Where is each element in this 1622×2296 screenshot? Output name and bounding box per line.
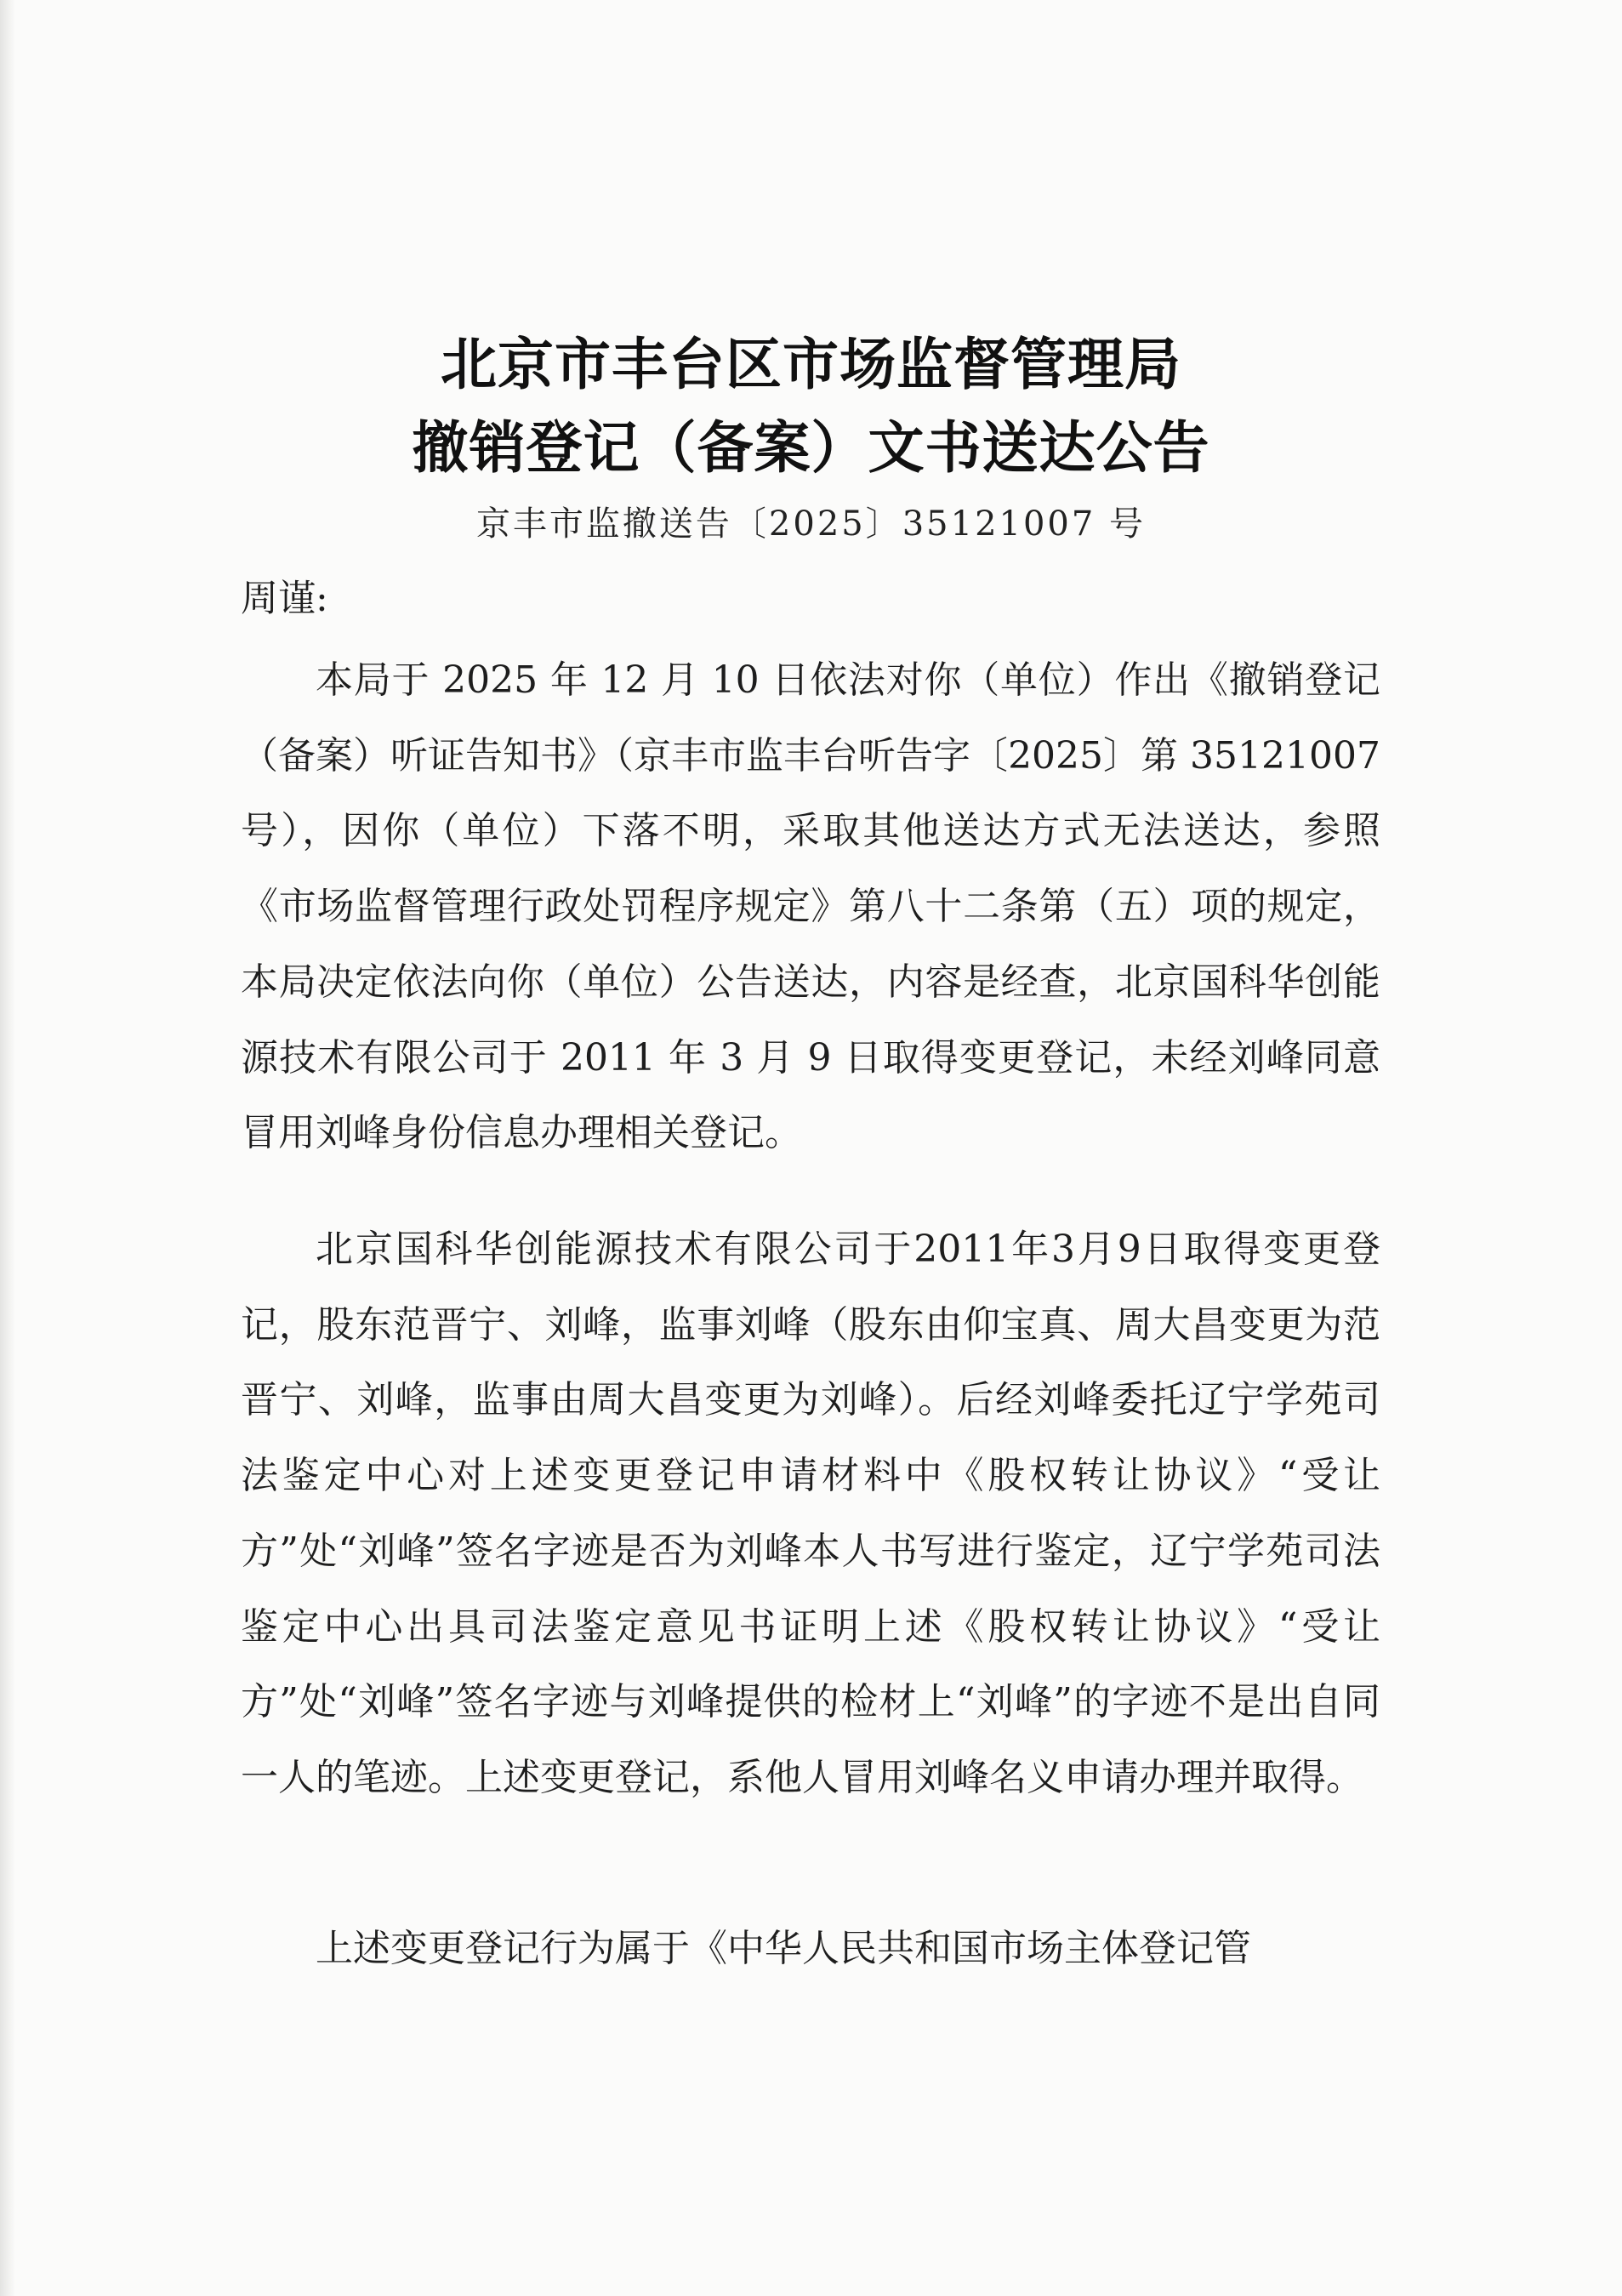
- document-title-line1: 北京市丰台区市场监督管理局: [441, 331, 1181, 397]
- document-title-line2: 撤销登记（备案）文书送达公告: [412, 414, 1210, 481]
- paragraph-3: 上述变更登记行为属于《中华人民共和国市场主体登记管: [316, 1927, 1251, 1970]
- document-number: 京丰市监撤送告〔2025〕35121007 号: [475, 504, 1147, 544]
- salutation: 周谨:: [241, 577, 328, 620]
- paragraph-1: 本局于 2025 年 12 月 10 日依法对你（单位）作出《撤销登记（备案）听证告知书》（京丰市监丰台听告字〔2025〕第 35121007 号），因你（单位）下落不明，采取其他送达方式无法送达，参照《市场监督管理行政处罚程序规定》第八十二条第（五）项的规定，本局决定依法向你（单位）公告送达，内容是经查，北京国科华创能源技术有限公司于 2011 年 3 月 9 日取得变更登记，未经刘峰同意冒用刘峰身份信息办理相关登记。: [241, 658, 1380, 1155]
- paragraph-2: 北京国科华创能源技术有限公司于2011年3月9日取得变更登记，股东范晋宁、刘峰，监事刘峰（股东由仰宝真、周大昌变更为范晋宁、刘峰，监事由周大昌变更为刘峰）。后经刘峰委托辽宁学苑司法鉴定中心对上述变更登记申请材料中《股权转让协议》“受让方”处“刘峰”签名字迹是否为刘峰本人书写进行鉴定，辽宁学苑司法鉴定中心出具司法鉴定意见书证明上述《股权转让协议》“受让方”处“刘峰”签名字迹与刘峰提供的检材上“刘峰”的字迹不是出自同一人的笔迹。上述变更登记，系他人冒用刘峰名义申请办理并取得。: [241, 1228, 1380, 1799]
